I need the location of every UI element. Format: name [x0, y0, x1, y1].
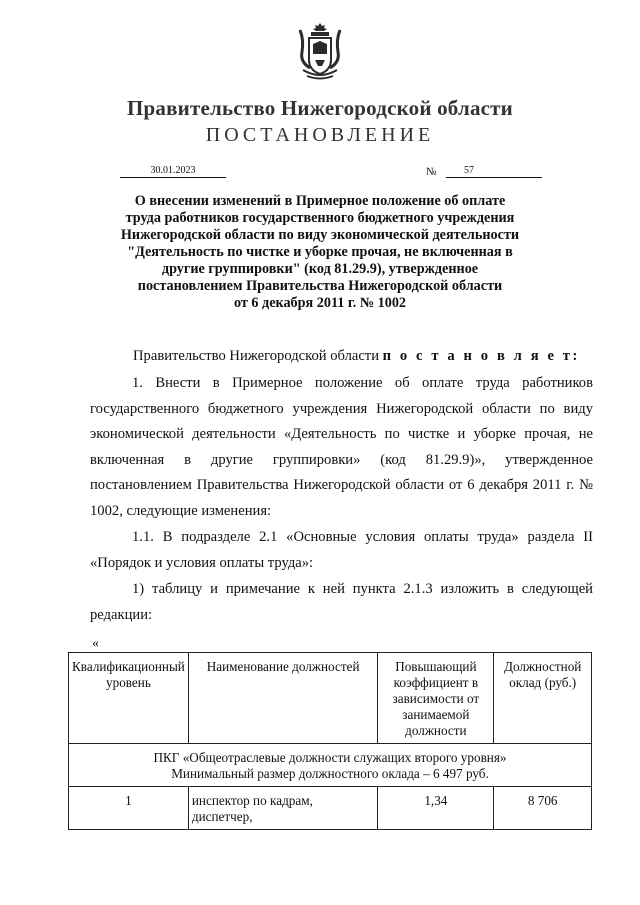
subject-line: другие группировки" (код 81.29.9), утвержденное [161, 261, 479, 277]
item-1-paragraph: 1. Внести в Примерное положение об оплате труда работников государственного бюджетного учреждения Нижегородской области по виду экономической деятельности «Деятельность по чистке и уборке прочая, не включенная в другие группировки» (код 81.29.9)», утвержденное постановлением Правительства Нижегородской области от 6 декабря 2011 г. № 1002, следующие изменения: [90, 375, 593, 519]
number-sign: № [426, 166, 437, 178]
group-min-salary: Минимальный размер должностного оклада – 6 497 руб. [171, 766, 489, 781]
table-row [69, 787, 592, 830]
preamble-text: Правительство Нижегородской области [133, 348, 379, 364]
subject-line: О внесении изменений в Примерное положение об оплате [134, 193, 506, 209]
wage-table [68, 652, 592, 830]
subject-line: постановлением Правительства Нижегородской области [137, 278, 503, 294]
subject-line: труда работников государственного бюджетного учреждения [125, 210, 515, 226]
government-title: Правительство Нижегородской области [127, 96, 513, 120]
subject-line: "Деятельность по чистке и уборке прочая, не включенная в [127, 244, 513, 260]
row-salary: 8 706 [494, 787, 592, 830]
row-level: 1 [69, 787, 189, 830]
item-1-1-1-paragraph: 1) таблицу и примечание к ней пункта 2.1.3 изложить в следующей редакции: [90, 581, 593, 623]
row-coefficient: 1,34 [378, 787, 494, 830]
header-salary: Должностной оклад (руб.) [494, 653, 592, 744]
item-1-1-paragraph: 1.1. В подразделе 2.1 «Основные условия оплаты труда» раздела II «Порядок и условия оплаты труда»: [90, 529, 593, 571]
subject-line: Нижегородской области по виду экономической деятельности [120, 227, 520, 243]
preamble-verb: п о с т а н о в л я е т: [382, 348, 581, 364]
document-subject [110, 193, 530, 312]
opening-quote: « [92, 636, 99, 651]
table-group-row [69, 744, 592, 787]
document-number: 57 [446, 164, 542, 178]
table-header-row [69, 653, 592, 744]
subject-line: от 6 декабря 2011 г. № 1002 [233, 295, 407, 311]
group-cell [69, 744, 592, 787]
header-position-names: Наименование должностей [188, 653, 378, 744]
group-title: ПКГ «Общеотраслевые должности служащих второго уровня» [153, 750, 507, 765]
document-type: ПОСТАНОВЛЕНИЕ [205, 124, 435, 146]
coat-of-arms-icon [297, 20, 343, 82]
header-coefficient: Повышающий коэффициент в зависимости от занимаемой должности [378, 653, 494, 744]
preamble [133, 344, 593, 370]
header-qualification-level: Квалификационный уровень [69, 653, 189, 744]
document-date: 30.01.2023 [120, 164, 226, 178]
row-positions: инспектор по кадрам, диспетчер, [188, 787, 378, 830]
